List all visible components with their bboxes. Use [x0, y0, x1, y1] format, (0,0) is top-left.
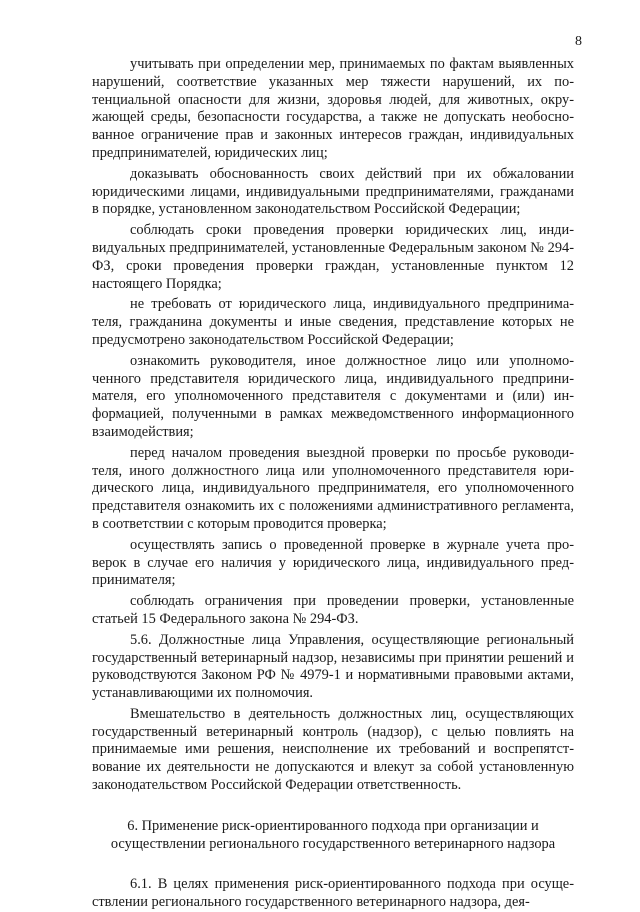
paragraph-independence: 5.6. Должностные лица Управления, осуществляющие региональный государственный ветеринарный надзор, независимы при принятии решений и руководствуются Законом РФ № 4979-1 и нормативными правовыми актами, устанавливающими их полномочия. [92, 631, 574, 702]
page-number: 8 [575, 34, 582, 49]
paragraph-no-documents: не требовать от юридического лица, индивидуального предпринимателя, гражданина документы и иные сведения, представление которых не предусмотрено законодательством Российской Федерации; [92, 296, 574, 348]
paragraph-risk-approach: 6.1. В целях применения риск-ориентированного подхода при осуществлении регионального государственного ветеринарного надзора, дея- [92, 876, 574, 911]
paragraph-interference: Вмешательство в деятельность должностных лиц, осуществляющих государственный ветеринарный контроль (надзор), с целью повлиять на принимаемые ими решения, неисполнение их требований и воспрепятствование их деятельности не допускаются и влекут за собой установленную законодательством Российской Федерации ответственность. [92, 705, 574, 794]
paragraph-familiarize-info: ознакомить руководителя, иное должностное лицо или уполномоченного представителя юридического лица, индивидуального предпринимателя, его уполномоченного представителя с документами и (или) информацией, полученными в рамках межведомственного информационного взаимодействия; [92, 352, 574, 440]
paragraph-journal-record: осуществлять запись о проведенной проверке в журнале учета проверок в случае его наличия у юридического лица, индивидуального предпринимателя; [92, 536, 574, 589]
paragraph-measures: учитывать при определении мер, принимаемых по фактам выявленных нарушений, соответствие указанных мер тяжести нарушений, их потенциальной опасности для жизни, здоровья людей, для животных, окружающей среды, безопасности государства, а также не допускать необоснованное ограничение прав и законных интересов граждан, индивидуальных предпринимателей, юридических лиц; [92, 56, 574, 161]
paragraph-inspection-terms: соблюдать сроки проведения проверки юридических лиц, индивидуальных предпринимателей, установленные Федеральным законом № 294-ФЗ, сроки проведения проверки граждан, установленные пунктом 12 настоящего Порядка; [92, 222, 574, 292]
section-heading [92, 818, 574, 854]
paragraph-familiarize-regulation: перед началом проведения выездной проверки по просьбе руководителя, иного должностного лица или уполномоченного представителя юридического лица, индивидуального предпринимателя, его уполномоченного представителя ознакомить их с положениями административного регламента, в соответствии с которым проводится проверка; [92, 444, 574, 532]
document-body [92, 56, 574, 912]
paragraph-justify-actions: доказывать обоснованность своих действий при их обжаловании юридическими лицами, индивидуальными предпринимателями, гражданами в порядке, установленном законодательством Российской Федерации; [92, 165, 574, 218]
section-heading-line-1: 6. Применение риск-ориентированного подхода при организации и [127, 817, 539, 834]
section-heading-line-2: осуществлении регионального государственного ветеринарного надзора [110, 835, 556, 852]
paragraph-restrictions: соблюдать ограничения при проведении проверки, установленные статьей 15 Федерального закона № 294-ФЗ. [92, 593, 574, 627]
